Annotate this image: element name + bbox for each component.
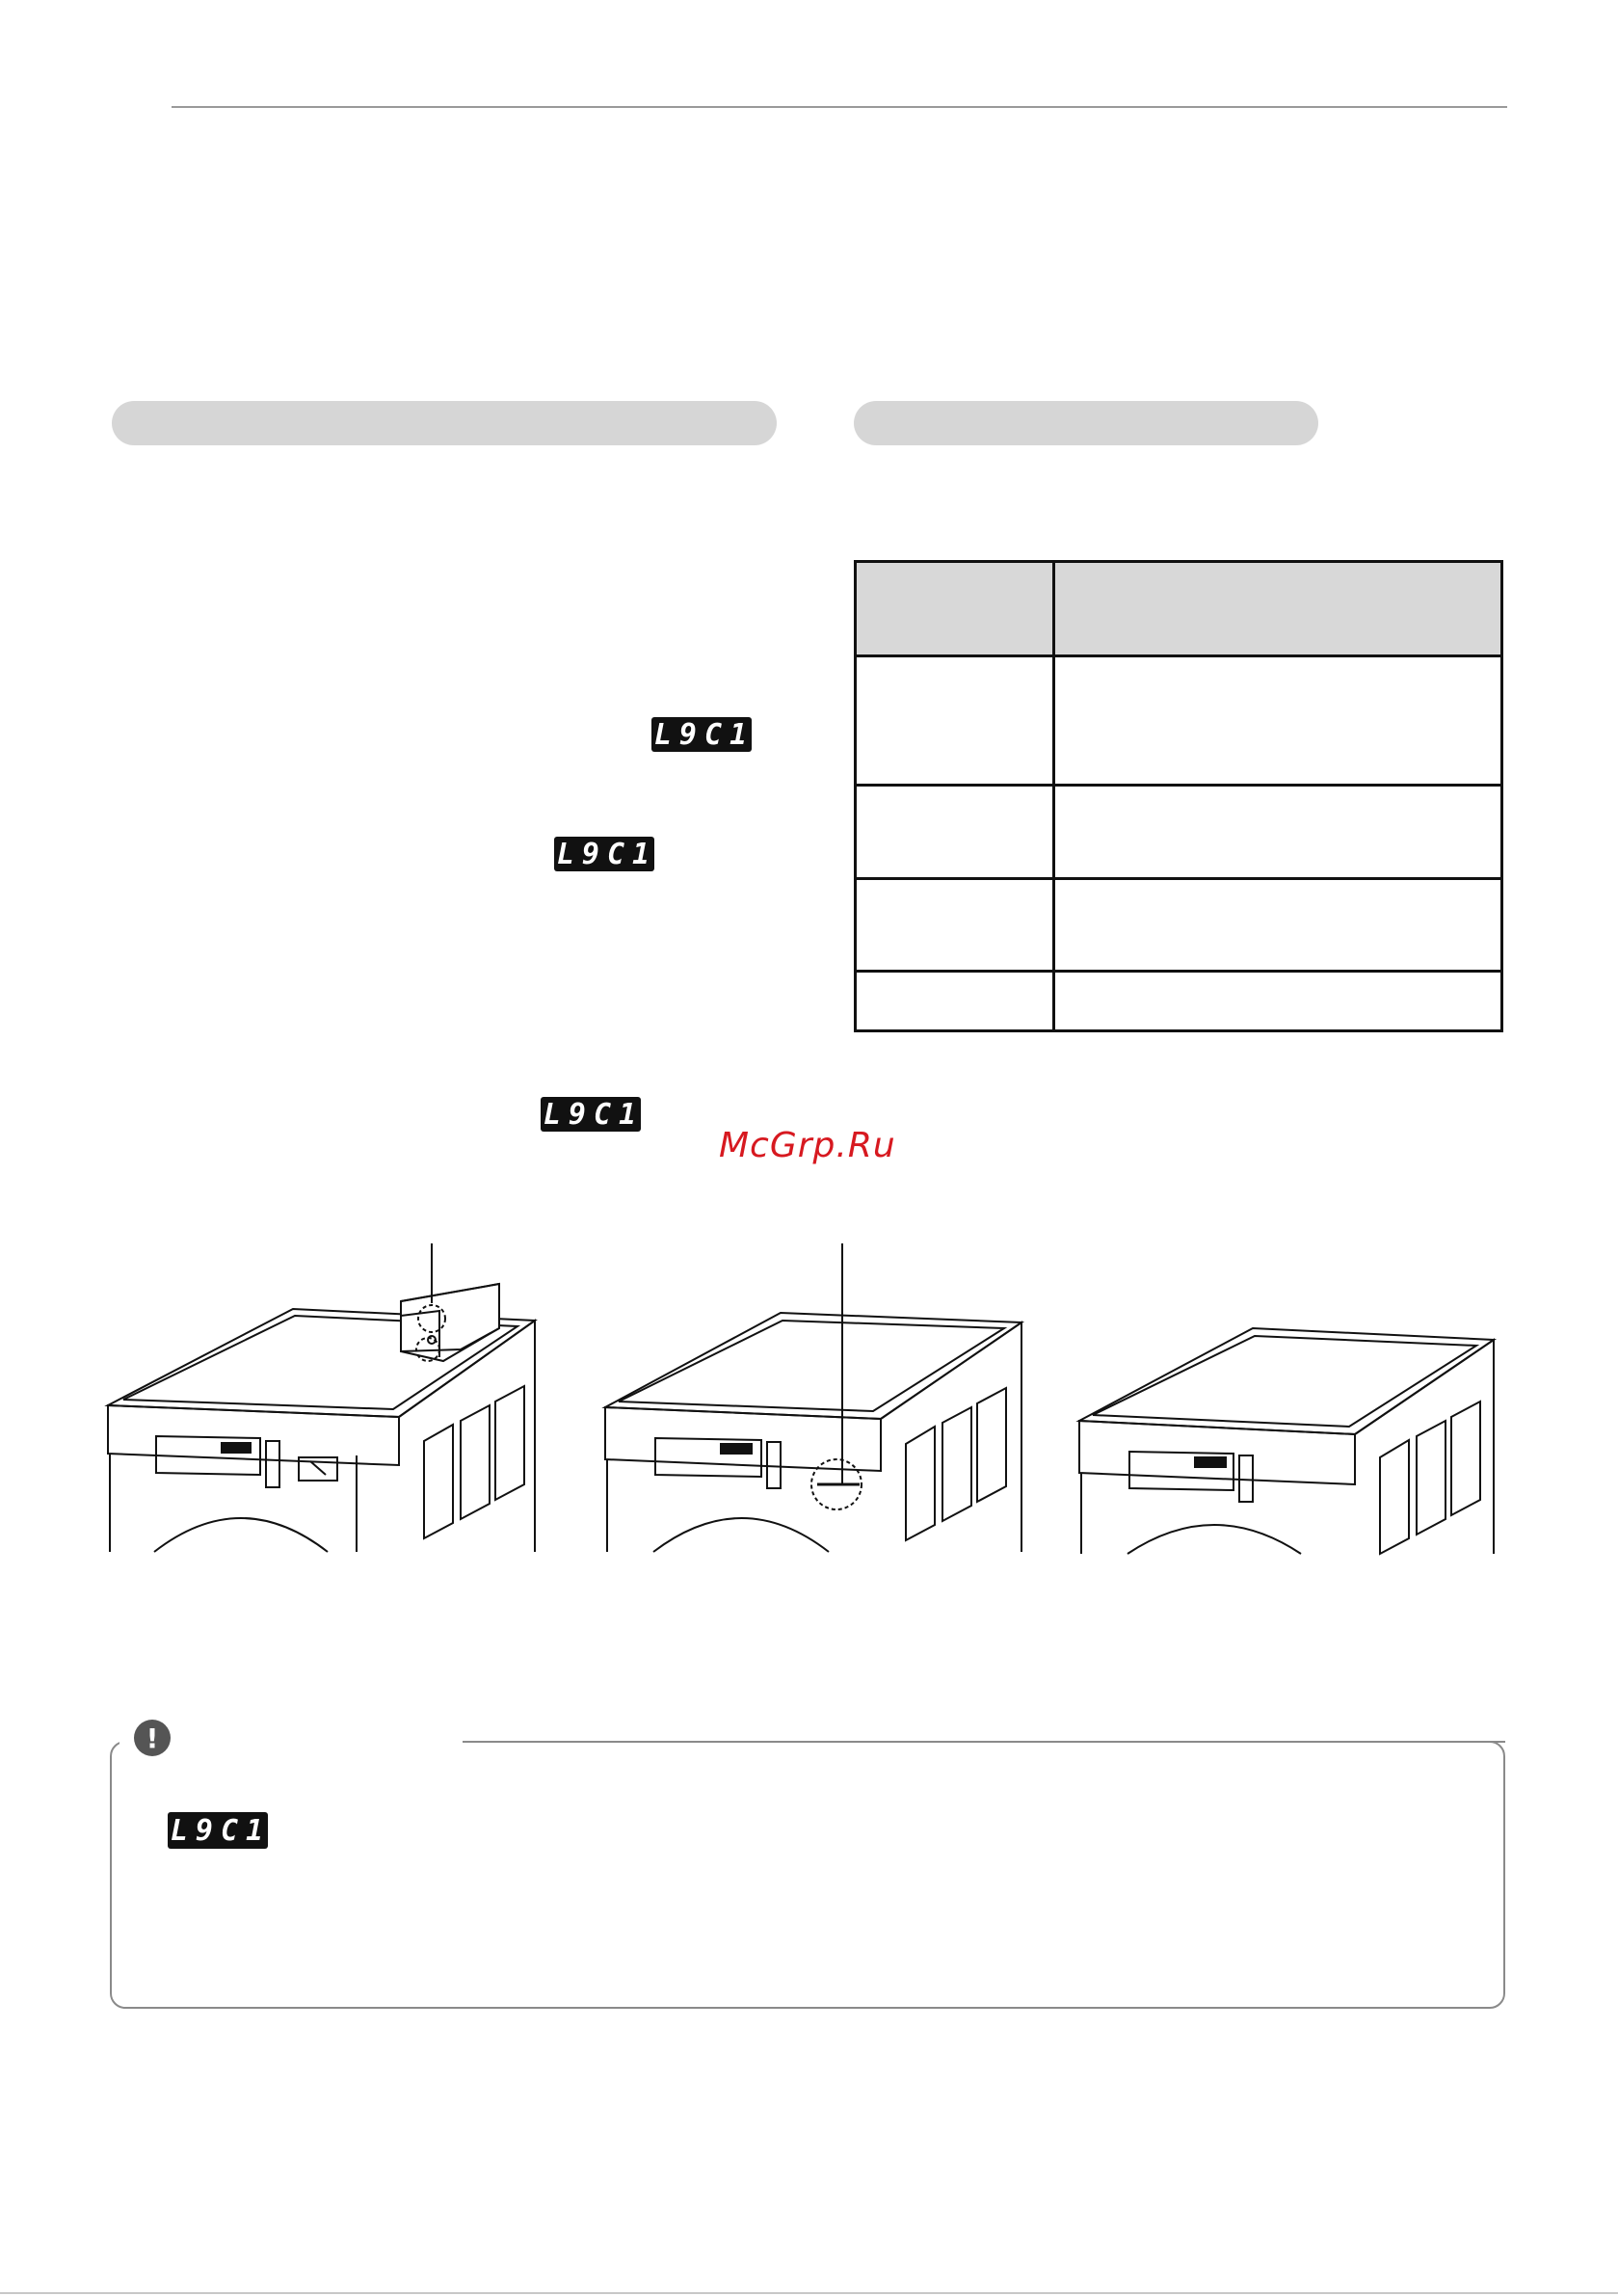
table-cell: [1054, 656, 1502, 786]
watermark: McGrp.Ru: [719, 1126, 896, 1165]
error-code-display: L9C1: [541, 1097, 641, 1132]
table-row: [856, 878, 1502, 971]
error-code-display: L9C1: [554, 837, 654, 871]
washer-illustrations: [96, 1243, 1523, 1571]
table-cell: [856, 786, 1054, 878]
table-header-cell: [856, 562, 1054, 656]
table-row: [856, 971, 1502, 1030]
section-heading-bar-left: [112, 401, 777, 445]
section-heading-bar-right: [854, 401, 1318, 445]
table-cell: [1054, 971, 1502, 1030]
table-row: [856, 656, 1502, 786]
washer-coin-box-illustration: [108, 1243, 535, 1552]
table-cell: [1054, 878, 1502, 971]
table-cell: [856, 656, 1054, 786]
washer-card-reader-illustration: [605, 1243, 1021, 1552]
washer-plain-illustration: [1079, 1328, 1494, 1554]
table-cell: [856, 971, 1054, 1030]
note-header-rule: [463, 1741, 1505, 1743]
header-rule: [172, 106, 1507, 108]
info-table: [854, 560, 1503, 1032]
footer-rule: [0, 2292, 1618, 2294]
table-header-cell: [1054, 562, 1502, 656]
note-box: [110, 1741, 1505, 2009]
error-code-display: L9C1: [651, 717, 752, 752]
table-header-row: [856, 562, 1502, 656]
error-code-display: L9C1: [168, 1812, 268, 1849]
note-header-gap: [119, 1725, 470, 1758]
table-cell: [1054, 786, 1502, 878]
note-icon: !: [134, 1720, 171, 1756]
table-row: [856, 786, 1502, 878]
table-cell: [856, 878, 1054, 971]
